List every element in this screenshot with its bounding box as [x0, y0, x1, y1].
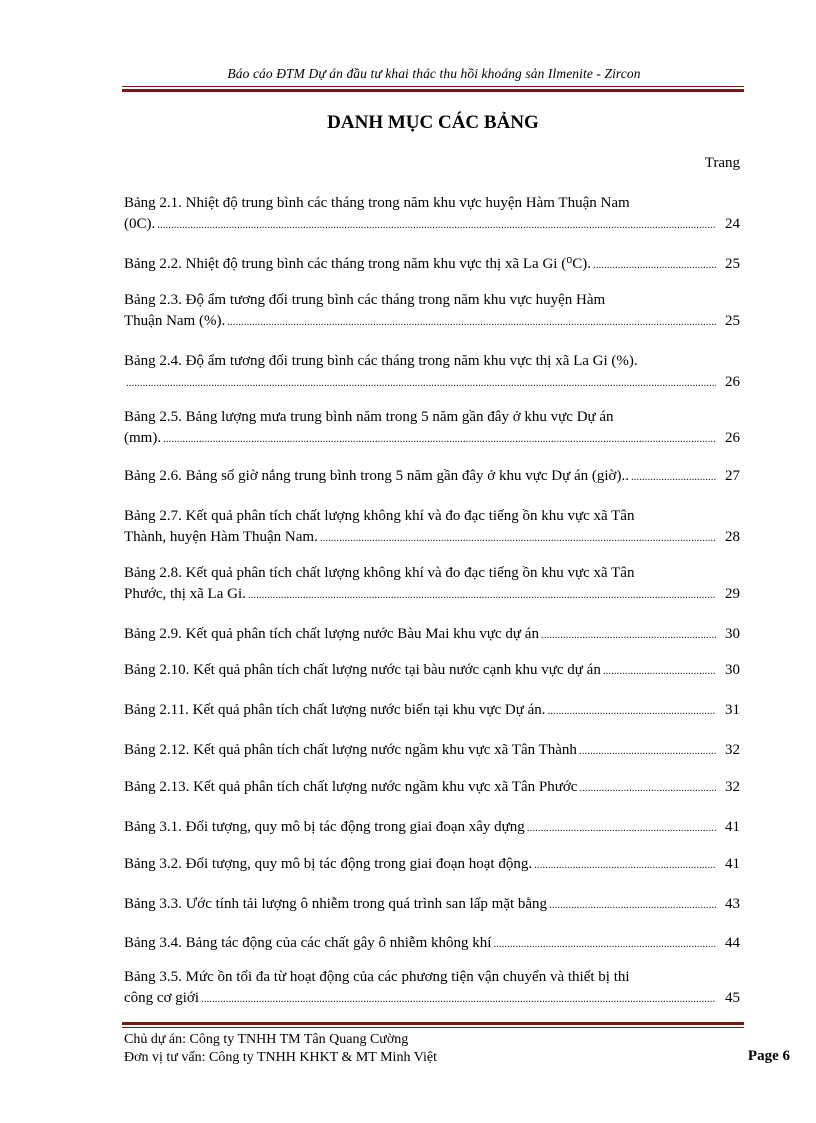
dot-leader — [248, 585, 716, 606]
toc-entry[interactable] — [124, 193, 740, 236]
toc-entry-text: Bảng 2.12. Kết quả phân tích chất lượng nước ngầm khu vực xã Tân Thành — [124, 742, 577, 758]
toc-entry[interactable] — [124, 624, 740, 646]
toc-entry-text: Bảng 2.9. Kết quả phân tích chất lượng nước Bàu Mai khu vực dự án — [124, 626, 539, 642]
dot-leader — [579, 778, 716, 799]
toc-entry-page: 26 — [725, 430, 740, 446]
dot-leader — [157, 215, 716, 236]
toc-entry[interactable] — [124, 351, 740, 394]
dot-leader — [603, 661, 716, 682]
toc-entry-page: 41 — [725, 856, 740, 872]
toc-entry-text: Bảng 3.3. Ước tính tải lượng ô nhiễm trong quá trình san lấp mặt bằng — [124, 896, 548, 912]
toc-entry-page: 30 — [725, 626, 740, 642]
toc-entry-page: 32 — [725, 779, 740, 795]
dot-leader — [534, 855, 716, 876]
toc-entry-page: 28 — [725, 529, 740, 545]
toc-entry-page: 45 — [725, 990, 740, 1006]
dot-leader — [227, 312, 716, 333]
toc-entry-text: Bảng 2.3. Độ ẩm tương đối trung bình các tháng trong năm khu vực huyện Hàm — [124, 292, 606, 308]
toc-entry-text: Bảng 3.5. Mức ồn tối đa từ hoạt động của các phương tiện vận chuyển và thiết bị thi — [124, 969, 630, 985]
page-number: Page 6 — [747, 1048, 790, 1064]
footer-consultant: Đơn vị tư vấn: Công ty TNHH KHKT & MT Minh Việt — [124, 1050, 437, 1065]
toc-entry-page: 26 — [725, 374, 740, 390]
footer-owner: Chủ dự án: Công ty TNHH TM Tân Quang Cường — [124, 1032, 409, 1047]
toc-entry-text-continued: Thành, huyện Hàm Thuận Nam. — [124, 529, 318, 545]
toc-entry[interactable] — [124, 660, 740, 682]
toc-entry[interactable] — [124, 740, 740, 762]
dot-leader — [547, 701, 716, 722]
toc-entry-text: Bảng 3.4. Bảng tác động của các chất gây ô nhiễm không khí — [124, 935, 492, 951]
toc-entry-text: Bảng 2.2. Nhiệt độ trung bình các tháng trong năm khu vực thị xã La Gi (⁰C). — [124, 256, 591, 272]
toc-entry-text: Bảng 2.8. Kết quả phân tích chất lượng không khí và đo đạc tiếng ồn khu vực xã Tân — [124, 565, 635, 581]
toc-entry[interactable] — [124, 563, 740, 606]
toc-entry-text: Bảng 2.10. Kết quả phân tích chất lượng nước tại bàu nước cạnh khu vực dự án — [124, 662, 601, 678]
toc-entry[interactable] — [124, 407, 740, 450]
toc-entry[interactable] — [124, 290, 740, 333]
toc-entry-text: Bảng 2.7. Kết quả phân tích chất lượng không khí và đo đạc tiếng ồn khu vực xã Tân — [124, 508, 635, 524]
toc-entry[interactable] — [124, 854, 740, 876]
footer-rule-thin — [122, 1027, 744, 1028]
toc-entry-page: 25 — [725, 256, 740, 272]
toc-entry-text: Bảng 2.1. Nhiệt độ trung bình các tháng trong năm khu vực huyện Hàm Thuận Nam — [124, 195, 630, 211]
toc-entry-text-continued: Phước, thị xã La Gi. — [124, 586, 246, 602]
toc-entry-page: 32 — [725, 742, 740, 758]
toc-entry-page: 27 — [725, 468, 740, 484]
dot-leader — [631, 467, 716, 488]
toc-entry-text-continued: (0C). — [124, 216, 156, 232]
toc-entry-page: 44 — [725, 935, 740, 951]
header-title: Báo cáo ĐTM Dự án đầu tư khai thác thu hồi khoáng sản Ilmenite - Zircon — [227, 66, 641, 81]
toc-entry-text-continued: (mm). — [124, 430, 162, 446]
header-rule-thick — [122, 89, 744, 92]
toc-entry-text: Bảng 2.5. Bảng lượng mưa trung bình năm trong 5 năm gần đây ở khu vực Dự án — [124, 409, 614, 425]
toc-entry-text: Bảng 2.6. Bảng số giờ nắng trung bình trong 5 năm gần đây ở khu vực Dự án (giờ).. — [124, 468, 629, 484]
toc-entry-page: 41 — [725, 819, 740, 835]
toc-entry[interactable] — [124, 254, 740, 276]
dot-leader — [579, 741, 716, 762]
dot-leader — [201, 989, 716, 1010]
dot-leader — [541, 625, 716, 646]
toc-entry-text-continued: công cơ giới — [124, 990, 200, 1006]
toc-entry-text: Bảng 3.1. Đối tượng, quy mô bị tác động trong giai đoạn xây dựng — [124, 819, 525, 835]
toc-entry-page: 29 — [725, 586, 740, 602]
toc-entry[interactable] — [124, 466, 740, 488]
toc-entry[interactable] — [124, 777, 740, 799]
toc-entry-page: 24 — [725, 216, 740, 232]
toc-entry[interactable] — [124, 817, 740, 839]
toc-entry-text: Bảng 2.4. Độ ẩm tương đối trung bình các tháng trong năm khu vực thị xã La Gi (%). — [124, 353, 638, 369]
toc-entry-page: 31 — [725, 702, 740, 718]
dot-leader — [320, 528, 716, 549]
toc-entry[interactable] — [124, 506, 740, 549]
header-rule-thin — [122, 86, 744, 87]
toc-entry[interactable] — [124, 894, 740, 916]
dot-leader — [593, 255, 716, 276]
toc-entry-text-continued: Thuận Nam (%). — [124, 313, 226, 329]
toc-entry-text: Bảng 3.2. Đối tượng, quy mô bị tác động trong giai đoạn hoạt động. — [124, 856, 533, 872]
dot-leader — [549, 895, 716, 916]
dot-leader — [527, 818, 716, 839]
toc-entry-page: 43 — [725, 896, 740, 912]
footer-rule-thick — [122, 1022, 744, 1025]
toc-entry-page: 30 — [725, 662, 740, 678]
dot-leader — [163, 429, 716, 450]
toc-entry[interactable] — [124, 933, 740, 955]
toc-entry-text: Bảng 2.11. Kết quả phân tích chất lượng nước biển tại khu vực Dự án. — [124, 702, 546, 718]
page-title: DANH MỤC CÁC BẢNG — [327, 112, 539, 133]
toc-entry[interactable] — [124, 967, 740, 1010]
toc-entry[interactable] — [124, 700, 740, 722]
dot-leader — [493, 934, 716, 955]
dot-leader — [126, 373, 716, 394]
toc-entry-page: 25 — [725, 313, 740, 329]
toc-entry-text: Bảng 2.13. Kết quả phân tích chất lượng nước ngầm khu vực xã Tân Phước — [124, 779, 578, 795]
page-column-label: Trang — [704, 155, 740, 171]
